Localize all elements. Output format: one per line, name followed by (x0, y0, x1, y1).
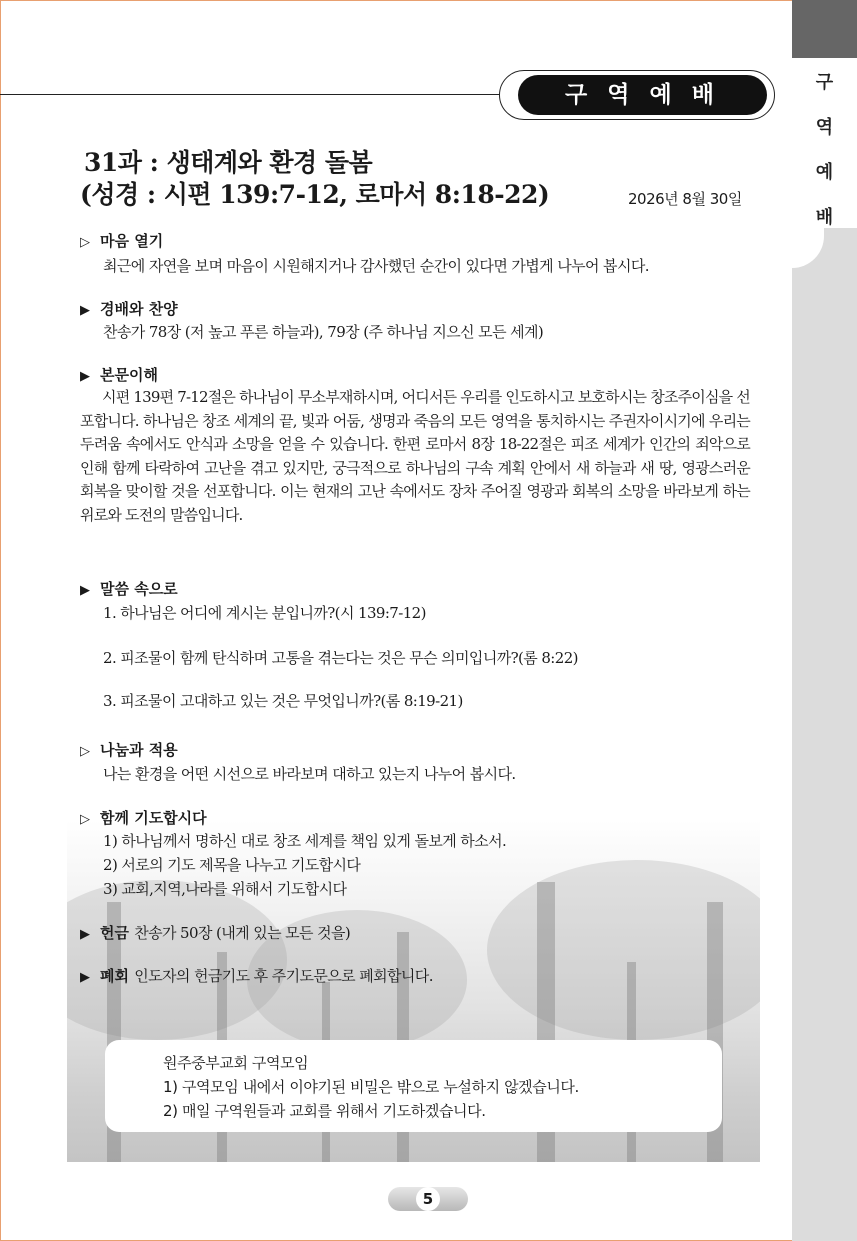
solid-triangle-icon: ▶ (80, 303, 90, 318)
page-number: 5 (416, 1187, 440, 1211)
rail-label-area (792, 58, 857, 228)
lesson-date: 2026년 8월 30일 (628, 190, 742, 208)
rail-dark-block (792, 0, 857, 58)
offering-label: 헌금 (100, 924, 129, 942)
rail-light-block (792, 228, 857, 1241)
lesson-title: 31과 : 생태계와 환경 돌봄 (84, 148, 373, 177)
prayer-item: 3) 교회,지역,나라를 위해서 기도합시다 (103, 880, 347, 898)
section-heading-label: 함께 기도합시다 (100, 809, 207, 827)
question-item: 3. 피조물이 고대하고 있는 것은 무엇입니까?(롬 8:19-21) (103, 692, 463, 710)
rail-letter: 예 (815, 162, 834, 183)
section-heading-label: 본문이해 (100, 366, 158, 384)
section-heading-worship (80, 298, 178, 319)
header-rule (0, 94, 505, 95)
question-item: 1. 하나님은 어디에 계시는 분입니까?(시 139:7-12) (103, 604, 426, 622)
section-heading-understanding (80, 364, 158, 385)
rail-letter: 역 (815, 117, 834, 138)
prayer-item: 1) 하나님께서 명하신 대로 창조 세계를 책임 있게 돌보게 하소서. (103, 832, 507, 850)
solid-triangle-icon: ▶ (80, 583, 90, 598)
understanding-paragraph: 시편 139편 7-12절은 하나님이 무소부재하시며, 어디서든 우리를 인도하시고 보호하시는 창조주이심을 선포합니다. 하나님은 창조 세계의 끝, 빛과 어둠, 생명과 죽음의 모든 영역을 통치하시는 주권자이시기에 우리는 두려움 속에서도 안식과 소망을 얻을 수 있습니다. 한편 로마서 8장 18-22절은 피조 세계가 인간의 죄악으로 인해 함께 타락하여 고난을 겪고 있지만, 궁극적으로 하나님의 구속 계획 안에서 새 하늘과 새 땅, 영광스러운 회복을 맞이할 것을 선포합니다. 이는 현재의 고난 속에서도 장차 주어질 영광과 회복의 소망을 바라보게 하는 위로와 도전의 말씀입니다. (80, 388, 750, 524)
section-heading-opening (80, 230, 163, 251)
section-heading-sharing (80, 739, 178, 760)
section-heading-prayer (80, 807, 207, 828)
section-heading-word (80, 578, 178, 599)
rail-letter: 배 (815, 207, 834, 228)
section-heading-label: 말씀 속으로 (100, 580, 178, 598)
solid-triangle-icon: ▶ (80, 369, 90, 384)
notice-rule: 2) 매일 구역원들과 교회를 위해서 기도하겠습니다. (163, 1102, 486, 1120)
notice-title: 원주중부교회 구역모임 (163, 1054, 309, 1072)
header-title: 구 역 예 배 (518, 75, 767, 115)
question-item: 2. 피조물이 함께 탄식하며 고통을 겪는다는 것은 무슨 의미입니까?(롬 8:22) (103, 649, 578, 667)
hollow-triangle-icon: ▷ (80, 235, 90, 250)
notice-rule: 1) 구역모임 내에서 이야기된 비밀은 밖으로 누설하지 않겠습니다. (163, 1078, 579, 1096)
worship-text: 찬송가 78장 (저 높고 푸른 하늘과), 79장 (주 하나님 지으신 모든 세계) (103, 323, 544, 341)
scripture-reference: (성경 : 시편 139:7-12, 로마서 8:18-22) (80, 180, 550, 209)
hollow-triangle-icon: ▷ (80, 812, 90, 827)
offering-text: 찬송가 50장 (내게 있는 모든 것을) (134, 924, 351, 942)
group-rules-notice (105, 1040, 722, 1132)
prayer-item: 2) 서로의 기도 제목을 나누고 기도합시다 (103, 856, 361, 874)
section-heading-label: 경배와 찬양 (100, 300, 178, 318)
solid-triangle-icon: ▶ (80, 927, 90, 942)
section-closing (80, 965, 433, 986)
solid-triangle-icon: ▶ (80, 970, 90, 985)
side-rail (792, 0, 857, 1241)
section-heading-label: 나눔과 적용 (100, 741, 178, 759)
closing-label: 폐회 (100, 967, 129, 985)
sharing-text: 나는 환경을 어떤 시선으로 바라보며 대하고 있는지 나누어 봅시다. (103, 765, 516, 783)
hollow-triangle-icon: ▷ (80, 744, 90, 759)
section-heading-label: 마음 열기 (100, 232, 164, 250)
rail-letter: 구 (815, 72, 834, 93)
closing-text: 인도자의 헌금기도 후 주기도문으로 폐회합니다. (134, 967, 433, 985)
opening-text: 최근에 자연을 보며 마음이 시원해지거나 감사했던 순간이 있다면 가볍게 나누어 봅시다. (103, 257, 649, 275)
section-offering (80, 922, 350, 943)
